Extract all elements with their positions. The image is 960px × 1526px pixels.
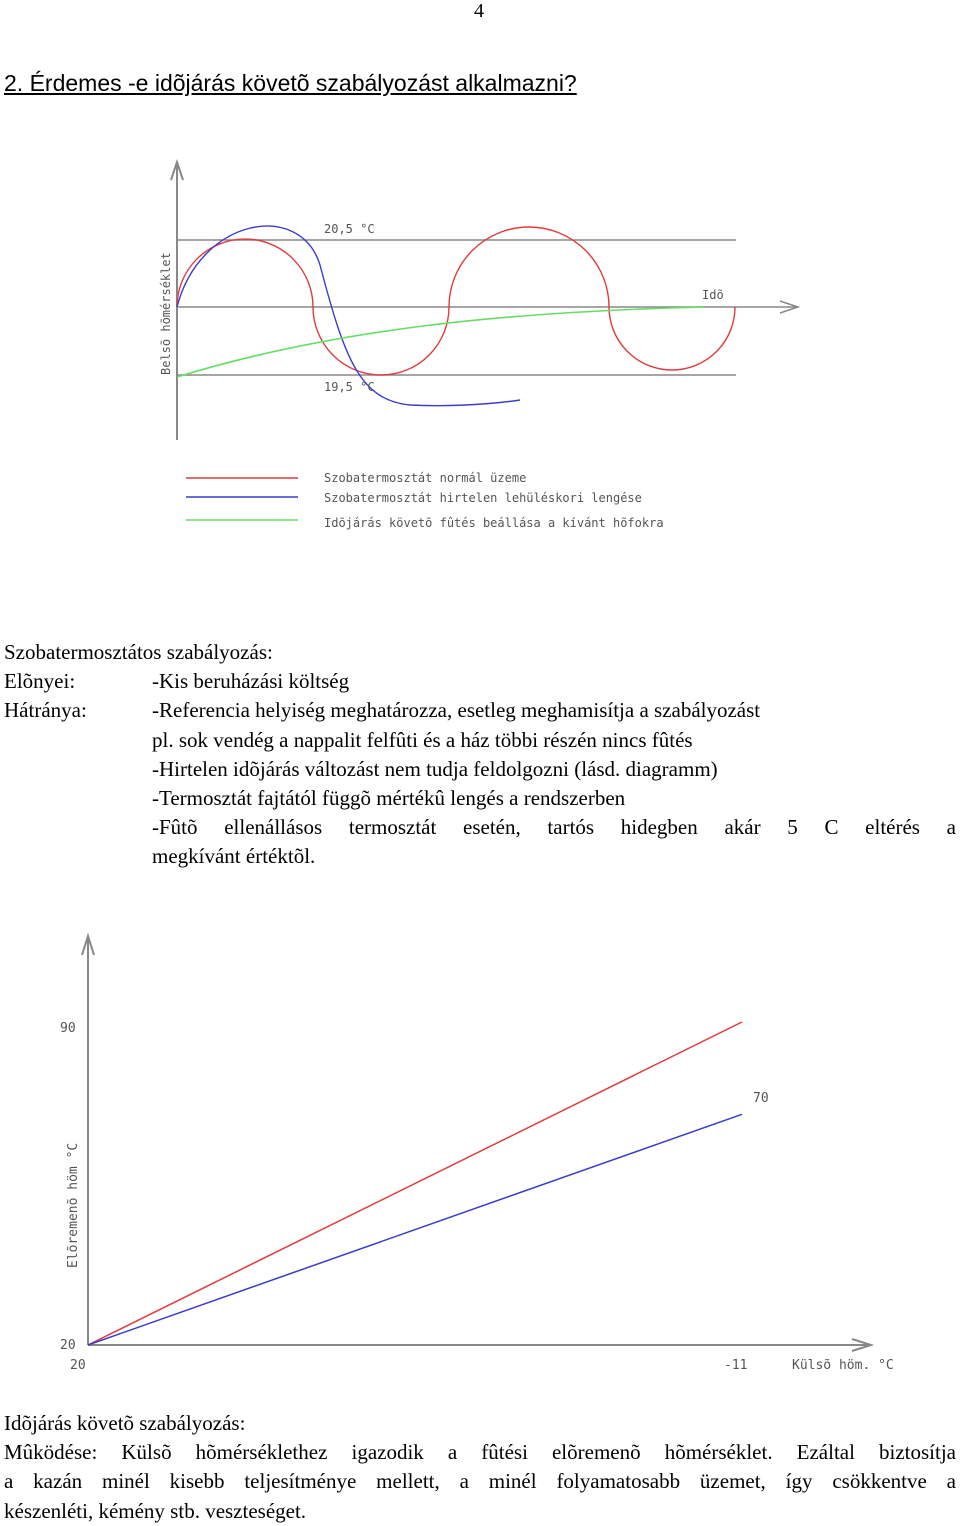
body-line: Mûködése: Külsõ hõmérséklethez igazodik a fûtési elõremenõ hõmérséklet. Ezáltal biztosítja (4, 1440, 956, 1465)
y-tick-label-90: 90 (60, 1021, 76, 1036)
y-axis-label: Belsõ hõmérséklet (159, 252, 173, 375)
weather-compensated-curve (177, 307, 704, 377)
cons-item: -Termosztát fajtától függõ mértékû lengés a rendszerben (152, 786, 626, 811)
lower-level-label: 19,5 °C (324, 380, 375, 394)
y-tick-label-20: 20 (60, 1338, 76, 1353)
blue-series-end-label: 70 (753, 1091, 769, 1106)
pros-row (4, 667, 956, 696)
cons-item: -Hirtelen idõjárás változást nem tudja feldolgozni (lásd. diagramm) (152, 756, 718, 781)
time-label: Idõ (702, 288, 724, 302)
normal-operation-curve (177, 227, 735, 375)
weather-compensation-section (4, 1409, 956, 1526)
x-tick-label-minus-11: -11 (724, 1358, 748, 1373)
page-heading: 2. Érdemes -e idõjárás követõ szabályozást alkalmazni? (4, 70, 577, 96)
room-temperature-figure (0, 150, 960, 540)
cons-row (4, 696, 956, 725)
x-axis-label: Külsõ höm. °C (792, 1358, 894, 1373)
thermostat-section (4, 638, 956, 872)
sudden-cooldown-curve (177, 226, 520, 406)
y-axis-label: Elõremenõ höm °C (66, 1142, 81, 1268)
cons-item: -Referencia helyiség meghatározza, esetleg meghamisítja a szabályozást (152, 698, 761, 723)
cons-label: Hátránya: (4, 698, 87, 723)
red-series-line (88, 1022, 742, 1345)
body-line: a kazán minél kisebb teljesítménye mellett, a minél folyamatosabb üzemet, így csökkentve a (4, 1469, 956, 1494)
thermostat-title: Szobatermosztátos szabályozás: (4, 640, 273, 664)
page-number: 4 (474, 0, 484, 22)
blue-series-line (88, 1114, 742, 1345)
legend-label-weather: Idõjárás követõ fûtés beállása a kívánt hõfokra (324, 516, 664, 530)
legend-label-cooldown: Szobatermosztát hirtelen lehüléskori lengése (324, 491, 642, 505)
x-tick-label-20: 20 (70, 1358, 86, 1373)
body-line: készenléti, kémény stb. veszteséget. (4, 1498, 307, 1523)
heating-curve-chart (0, 925, 960, 1380)
legend-label-normal: Szobatermosztát normál üzeme (324, 471, 527, 485)
pros-label: Elõnyei: (4, 669, 76, 694)
pros-item: -Kis beruházási költség (152, 669, 350, 694)
cons-item: pl. sok vendég a nappalit felfûti és a ház többi részén nincs fûtés (152, 727, 693, 752)
weather-title: Idõjárás követõ szabályozás: (4, 1411, 246, 1435)
cons-item: megkívánt értéktõl. (152, 844, 316, 869)
upper-level-label: 20,5 °C (324, 222, 375, 236)
cons-item: -Fûtõ ellenállásos termosztát esetén, tartós hidegben akár 5 C eltérés a (152, 815, 956, 840)
